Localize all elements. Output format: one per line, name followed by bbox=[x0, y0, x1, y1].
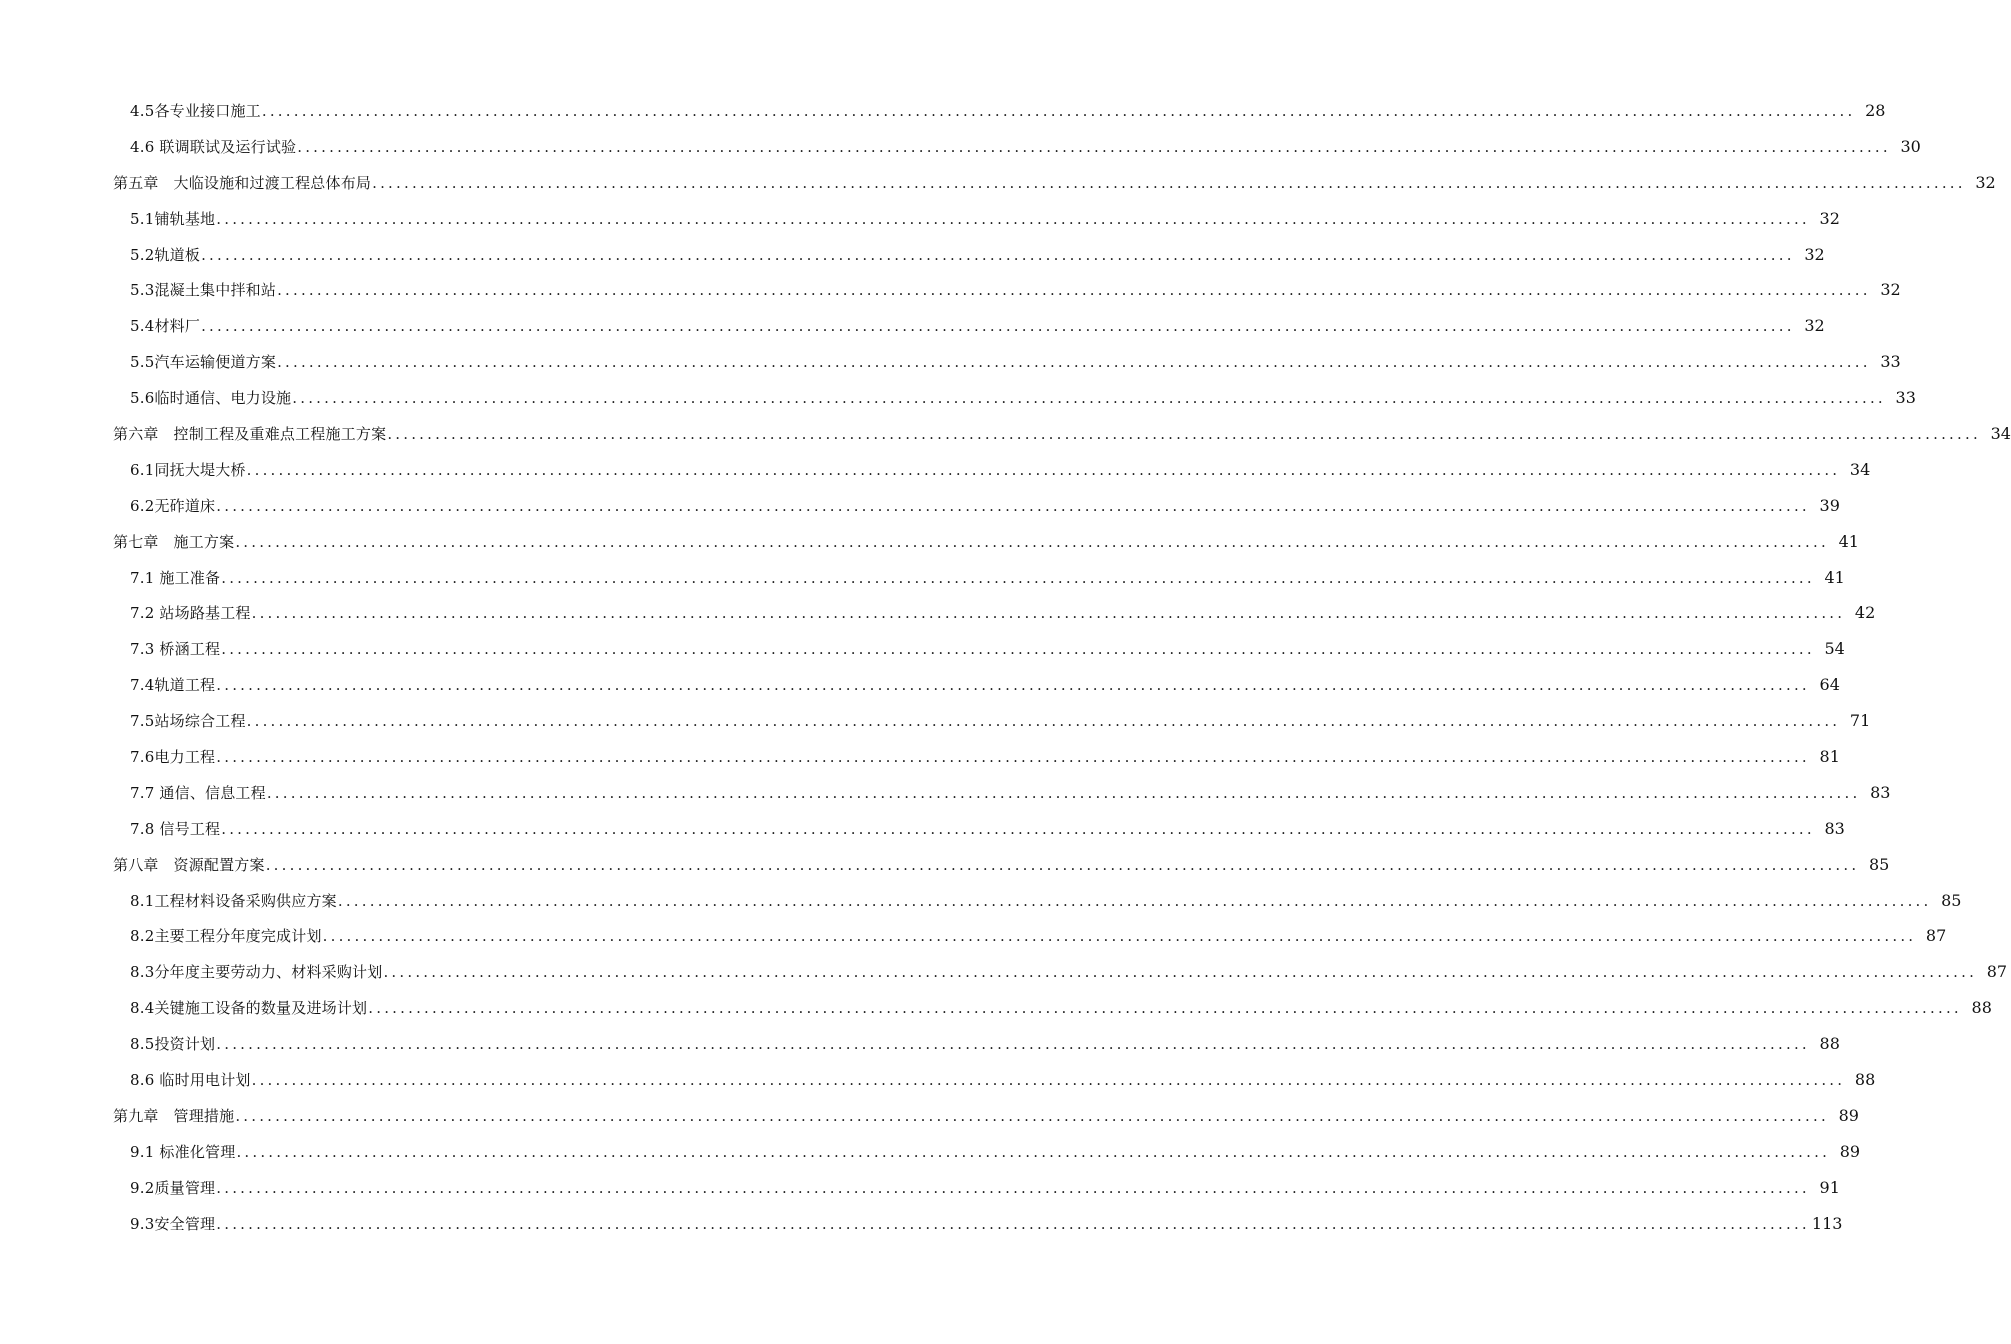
toc-section-entry[interactable] bbox=[0, 990, 1992, 1026]
toc-page-number: 87 bbox=[1986, 962, 2008, 982]
toc-section-entry[interactable] bbox=[0, 1206, 1843, 1242]
toc-dot-leader: ........................................................................................................................................................................................................ bbox=[235, 532, 1829, 551]
toc-dot-leader: ........................................................................................................................................................................................................ bbox=[292, 389, 1886, 408]
toc-entry-title: 9.2质量管理 bbox=[130, 1178, 216, 1197]
toc-section-entry[interactable] bbox=[0, 918, 1947, 954]
toc-page-number: 32 bbox=[1880, 280, 1901, 300]
toc-dot-leader: ........................................................................................................................................................................................................ bbox=[337, 891, 1932, 910]
toc-chapter-entry[interactable] bbox=[0, 847, 1890, 883]
toc-section-entry[interactable] bbox=[0, 703, 1871, 739]
toc-entry-title: 7.8 信号工程 bbox=[130, 819, 221, 838]
toc-chapter-entry[interactable] bbox=[0, 1098, 1859, 1134]
toc-dot-leader: ........................................................................................................................................................................................................ bbox=[251, 1070, 1846, 1089]
toc-page-number: 33 bbox=[1895, 388, 1916, 408]
toc-entry-title: 5.4材料厂 bbox=[130, 317, 201, 336]
toc-dot-leader: ........................................................................................................................................................................................................ bbox=[277, 281, 1871, 300]
toc-dot-leader: ........................................................................................................................................................................................................ bbox=[201, 245, 1795, 264]
toc-entry-title: 6.2无砟道床 bbox=[130, 496, 216, 515]
toc-section-entry[interactable] bbox=[0, 452, 1871, 488]
toc-page-number: 41 bbox=[1824, 567, 1845, 587]
toc-dot-leader: ........................................................................................................................................................................................................ bbox=[216, 1214, 1810, 1233]
toc-dot-leader: ........................................................................................................................................................................................................ bbox=[236, 1142, 1831, 1161]
toc-page-number: 32 bbox=[1804, 244, 1825, 264]
toc-dot-leader: ........................................................................................................................................................................................................ bbox=[216, 1178, 1810, 1197]
toc-page-number: 64 bbox=[1819, 675, 1840, 695]
toc-section-entry[interactable] bbox=[0, 954, 2008, 990]
toc-page-number: 32 bbox=[1804, 316, 1825, 336]
toc-dot-leader: ........................................................................................................................................................................................................ bbox=[201, 317, 1795, 336]
toc-page-number: 28 bbox=[1865, 100, 1886, 120]
toc-dot-leader: ........................................................................................................................................................................................................ bbox=[216, 496, 1810, 515]
toc-dot-leader: ........................................................................................................................................................................................................ bbox=[235, 1106, 1829, 1125]
toc-entry-title: 第九章 管理措施 bbox=[113, 1106, 235, 1125]
toc-dot-leader: ........................................................................................................................................................................................................ bbox=[221, 819, 1815, 838]
toc-section-entry[interactable] bbox=[0, 560, 1845, 596]
toc-section-entry[interactable] bbox=[0, 93, 1886, 129]
toc-section-entry[interactable] bbox=[0, 1026, 1840, 1062]
toc-section-entry[interactable] bbox=[0, 775, 1891, 811]
toc-entry-title: 9.1 标准化管理 bbox=[130, 1142, 236, 1161]
toc-dot-leader: ........................................................................................................................................................................................................ bbox=[216, 747, 1810, 766]
toc-entry-title: 5.1铺轨基地 bbox=[130, 209, 216, 228]
toc-section-entry[interactable] bbox=[0, 631, 1845, 667]
toc-section-entry[interactable] bbox=[0, 237, 1825, 273]
toc-page-number: 30 bbox=[1900, 136, 1921, 156]
toc-page-number: 91 bbox=[1819, 1177, 1840, 1197]
toc-entry-title: 7.1 施工准备 bbox=[130, 568, 221, 587]
toc-page-number: 81 bbox=[1819, 746, 1840, 766]
toc-entry-title: 第八章 资源配置方案 bbox=[113, 855, 265, 874]
toc-dot-leader: ........................................................................................................................................................................................................ bbox=[297, 137, 1891, 156]
table-of-contents bbox=[0, 93, 2011, 1242]
toc-entry-title: 9.3安全管理 bbox=[130, 1214, 216, 1233]
toc-dot-leader: ........................................................................................................................................................................................................ bbox=[322, 927, 1917, 946]
toc-section-entry[interactable] bbox=[0, 1062, 1876, 1098]
toc-page-number: 88 bbox=[1971, 998, 1992, 1018]
toc-page-number: 83 bbox=[1824, 818, 1845, 838]
toc-section-entry[interactable] bbox=[0, 739, 1840, 775]
toc-page-number: 39 bbox=[1819, 495, 1840, 515]
toc-section-entry[interactable] bbox=[0, 811, 1845, 847]
toc-dot-leader: ........................................................................................................................................................................................................ bbox=[221, 568, 1815, 587]
toc-page-number: 88 bbox=[1854, 1069, 1876, 1089]
toc-entry-title: 7.6电力工程 bbox=[130, 747, 216, 766]
toc-page-number: 89 bbox=[1838, 1105, 1859, 1125]
toc-entry-title: 7.5站场综合工程 bbox=[130, 712, 246, 731]
toc-dot-leader: ........................................................................................................................................................................................................ bbox=[216, 676, 1810, 695]
toc-page-number: 41 bbox=[1838, 531, 1859, 551]
toc-entry-title: 6.1同抚大堤大桥 bbox=[130, 460, 246, 479]
toc-entry-title: 4.6 联调联试及运行试验 bbox=[130, 137, 297, 156]
toc-section-entry[interactable] bbox=[0, 667, 1840, 703]
toc-chapter-entry[interactable] bbox=[0, 524, 1859, 560]
toc-chapter-entry[interactable] bbox=[0, 165, 1996, 201]
toc-entry-title: 5.3混凝土集中拌和站 bbox=[130, 281, 277, 300]
toc-dot-leader: ........................................................................................................................................................................................................ bbox=[216, 1035, 1810, 1054]
toc-section-entry[interactable] bbox=[0, 488, 1840, 524]
toc-entry-title: 8.2主要工程分年度完成计划 bbox=[130, 927, 322, 946]
toc-entry-title: 8.5投资计划 bbox=[130, 1035, 216, 1054]
toc-dot-leader: ........................................................................................................................................................................................................ bbox=[221, 640, 1815, 659]
toc-dot-leader: ........................................................................................................................................................................................................ bbox=[277, 353, 1871, 372]
toc-dot-leader: ........................................................................................................................................................................................................ bbox=[251, 604, 1846, 623]
toc-dot-leader: ........................................................................................................................................................................................................ bbox=[216, 209, 1810, 228]
toc-entry-title: 7.2 站场路基工程 bbox=[130, 604, 251, 623]
toc-page-number: 85 bbox=[1941, 890, 1962, 910]
toc-page-number: 32 bbox=[1975, 172, 1996, 192]
toc-entry-title: 5.5汽车运输便道方案 bbox=[130, 353, 277, 372]
toc-page-number: 85 bbox=[1868, 854, 1890, 874]
toc-section-entry[interactable] bbox=[0, 883, 1962, 919]
toc-entry-title: 4.5各专业接口施工 bbox=[130, 101, 261, 120]
toc-dot-leader: ........................................................................................................................................................................................................ bbox=[372, 173, 1966, 192]
toc-dot-leader: ........................................................................................................................................................................................................ bbox=[265, 855, 1860, 874]
toc-section-entry[interactable] bbox=[0, 201, 1840, 237]
toc-section-entry[interactable] bbox=[0, 129, 1921, 165]
toc-dot-leader: ........................................................................................................................................................................................................ bbox=[368, 999, 1962, 1018]
toc-page-number: 71 bbox=[1849, 711, 1871, 731]
toc-entry-title: 5.2轨道板 bbox=[130, 245, 201, 264]
toc-page-number: 89 bbox=[1839, 1141, 1861, 1161]
toc-entry-title: 5.6临时通信、电力设施 bbox=[130, 389, 292, 408]
toc-entry-title: 第七章 施工方案 bbox=[113, 532, 235, 551]
toc-chapter-entry[interactable] bbox=[0, 416, 2011, 452]
toc-entry-title: 7.3 桥涵工程 bbox=[130, 640, 221, 659]
toc-section-entry[interactable] bbox=[0, 380, 1916, 416]
toc-section-entry[interactable] bbox=[0, 1134, 1861, 1170]
toc-page-number: 34 bbox=[1849, 459, 1871, 479]
toc-page-number: 87 bbox=[1925, 926, 1947, 946]
toc-section-entry[interactable] bbox=[0, 272, 1901, 308]
toc-page-number: 33 bbox=[1880, 352, 1901, 372]
toc-entry-title: 8.3分年度主要劳动力、材料采购计划 bbox=[130, 963, 383, 982]
toc-page-number: 32 bbox=[1819, 208, 1840, 228]
toc-section-entry[interactable] bbox=[0, 308, 1825, 344]
toc-section-entry[interactable] bbox=[0, 1170, 1840, 1206]
toc-dot-leader: ........................................................................................................................................................................................................ bbox=[383, 963, 1978, 982]
toc-entry-title: 8.6 临时用电计划 bbox=[130, 1070, 251, 1089]
toc-page-number: 54 bbox=[1824, 639, 1845, 659]
toc-entry-title: 8.1工程材料设备采购供应方案 bbox=[130, 891, 337, 910]
toc-page-number: 88 bbox=[1819, 1034, 1840, 1054]
toc-entry-title: 第五章 大临设施和过渡工程总体布局 bbox=[113, 173, 372, 192]
toc-entry-title: 7.4轨道工程 bbox=[130, 676, 216, 695]
toc-entry-title: 第六章 控制工程及重难点工程施工方案 bbox=[113, 424, 387, 443]
toc-page-number: 42 bbox=[1854, 603, 1876, 623]
toc-section-entry[interactable] bbox=[0, 344, 1901, 380]
toc-dot-leader: ........................................................................................................................................................................................................ bbox=[261, 101, 1856, 120]
toc-dot-leader: ........................................................................................................................................................................................................ bbox=[246, 712, 1841, 731]
toc-section-entry[interactable] bbox=[0, 595, 1876, 631]
toc-entry-title: 8.4关键施工设备的数量及进场计划 bbox=[130, 999, 368, 1018]
toc-page-number: 34 bbox=[1990, 423, 2011, 443]
toc-entry-title: 7.7 通信、信息工程 bbox=[130, 783, 266, 802]
toc-dot-leader: ........................................................................................................................................................................................................ bbox=[266, 783, 1861, 802]
toc-dot-leader: ........................................................................................................................................................................................................ bbox=[246, 460, 1841, 479]
toc-page-number: 113 bbox=[1811, 1213, 1843, 1233]
toc-page-number: 83 bbox=[1870, 782, 1891, 802]
toc-dot-leader: ........................................................................................................................................................................................................ bbox=[387, 424, 1981, 443]
